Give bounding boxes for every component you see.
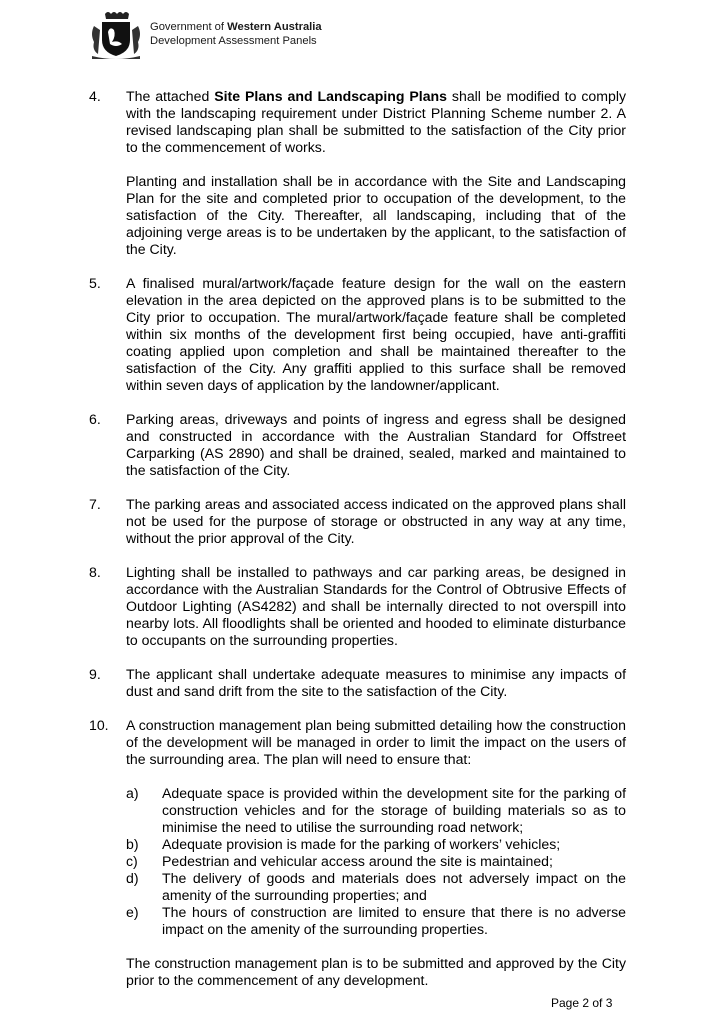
sub-condition-letter: b)	[126, 836, 139, 852]
coat-of-arms-logo	[88, 10, 144, 60]
sub-condition	[126, 853, 626, 870]
condition-paragraph: Parking areas, driveways and points of ingress and egress shall be designed and constructed in accordance with the Australian Standard for Offstreet Carparking (AS 2890) and shall be drained, sealed, marked and maintained to the satisfaction of the City.	[126, 411, 626, 478]
condition-paragraph: A construction management plan being submitted detailing how the construction of the development will be managed in order to limit the impact on the users of the surrounding area. The plan will need to ensure that:	[126, 717, 626, 767]
condition-item-construction-management	[89, 717, 626, 989]
sub-condition-letter: c)	[126, 853, 138, 869]
sub-condition-letter: a)	[126, 785, 139, 801]
condition-paragraph: The construction management plan is to be submitted and approved by the City prior to the commencement of any development.	[126, 955, 626, 988]
sub-condition-text: Adequate space is provided within the development site for the parking of construction vehicles and for the storage of building materials so as to minimise the need to utilise the surrounding road network;	[162, 785, 626, 835]
condition-number: 5.	[89, 275, 101, 291]
condition-paragraph: Planting and installation shall be in accordance with the Site and Landscaping Plan for the site and completed prior to occupation of the development, to the satisfaction of the City. Thereafter, all landscaping, including that of the adjoining verge areas is to be undertaken by the applicant, to the satisfaction of the City.	[126, 173, 626, 257]
condition-number: 8.	[89, 564, 101, 580]
sub-conditions-list	[126, 785, 626, 938]
sub-condition-text: The hours of construction are limited to ensure that there is no adverse impact on the amenity of the surrounding properties.	[162, 904, 626, 937]
condition-item	[89, 275, 626, 394]
sub-condition-letter: e)	[126, 904, 139, 920]
government-line: Government of Western Australia	[150, 21, 322, 33]
condition-paragraph: The attached Site Plans and Landscaping Plans shall be modified to comply with the landscaping requirement under District Planning Scheme number 2. A revised landscaping plan shall be submitted to the satisfaction of the City prior to the commencement of works.	[126, 88, 626, 155]
condition-paragraph: The parking areas and associated access indicated on the approved plans shall not be used for the purpose of storage or obstructed in any way at any time, without the prior approval of the City.	[126, 496, 626, 546]
condition-number: 9.	[89, 666, 101, 682]
condition-item	[89, 496, 626, 547]
sub-condition	[126, 836, 626, 853]
sub-condition-text: Adequate provision is made for the parking of workers’ vehicles;	[162, 836, 561, 852]
sub-condition	[126, 870, 626, 904]
condition-item	[89, 564, 626, 649]
condition-paragraph: The applicant shall undertake adequate measures to minimise any impacts of dust and sand drift from the site to the satisfaction of the City.	[126, 666, 626, 699]
sub-condition	[126, 904, 626, 938]
condition-paragraph: Lighting shall be installed to pathways and car parking areas, be designed in accordance with the Australian Standards for the Control of Obtrusive Effects of Outdoor Lighting (AS4282) and shall be internally directed to not overspill into nearby lots. All floodlights shall be oriented and hooded to eliminate disturbance to occupants on the surrounding properties.	[126, 564, 626, 648]
page-number: Page 2 of 3	[551, 996, 613, 1010]
condition-item	[89, 88, 626, 258]
sub-condition-text: Pedestrian and vehicular access around the site is maintained;	[162, 853, 553, 869]
condition-number: 10.	[89, 717, 109, 733]
condition-number: 7.	[89, 496, 101, 512]
sub-condition	[126, 785, 626, 836]
condition-number: 6.	[89, 411, 101, 427]
condition-item	[89, 666, 626, 700]
condition-paragraph: A finalised mural/artwork/façade feature design for the wall on the eastern elevation in the area depicted on the approved plans is to be submitted to the City prior to occupation. The mural/artwork/façade feature shall be completed within six months of the development first being occupied, have anti-graffiti coating applied upon completion and shall be maintained thereafter to the satisfaction of the City. Any graffiti applied to this surface shall be removed within seven days of application by the landowner/applicant.	[126, 275, 626, 393]
panel-name: Development Assessment Panels	[150, 34, 317, 47]
sub-condition-text: The delivery of goods and materials does not adversely impact on the amenity of the surrounding properties; and	[162, 870, 626, 903]
sub-condition-letter: d)	[126, 870, 139, 886]
condition-item	[89, 411, 626, 479]
condition-number: 4.	[89, 88, 101, 104]
page-header	[88, 10, 488, 62]
header-text	[150, 21, 322, 48]
conditions-list	[89, 88, 626, 1006]
